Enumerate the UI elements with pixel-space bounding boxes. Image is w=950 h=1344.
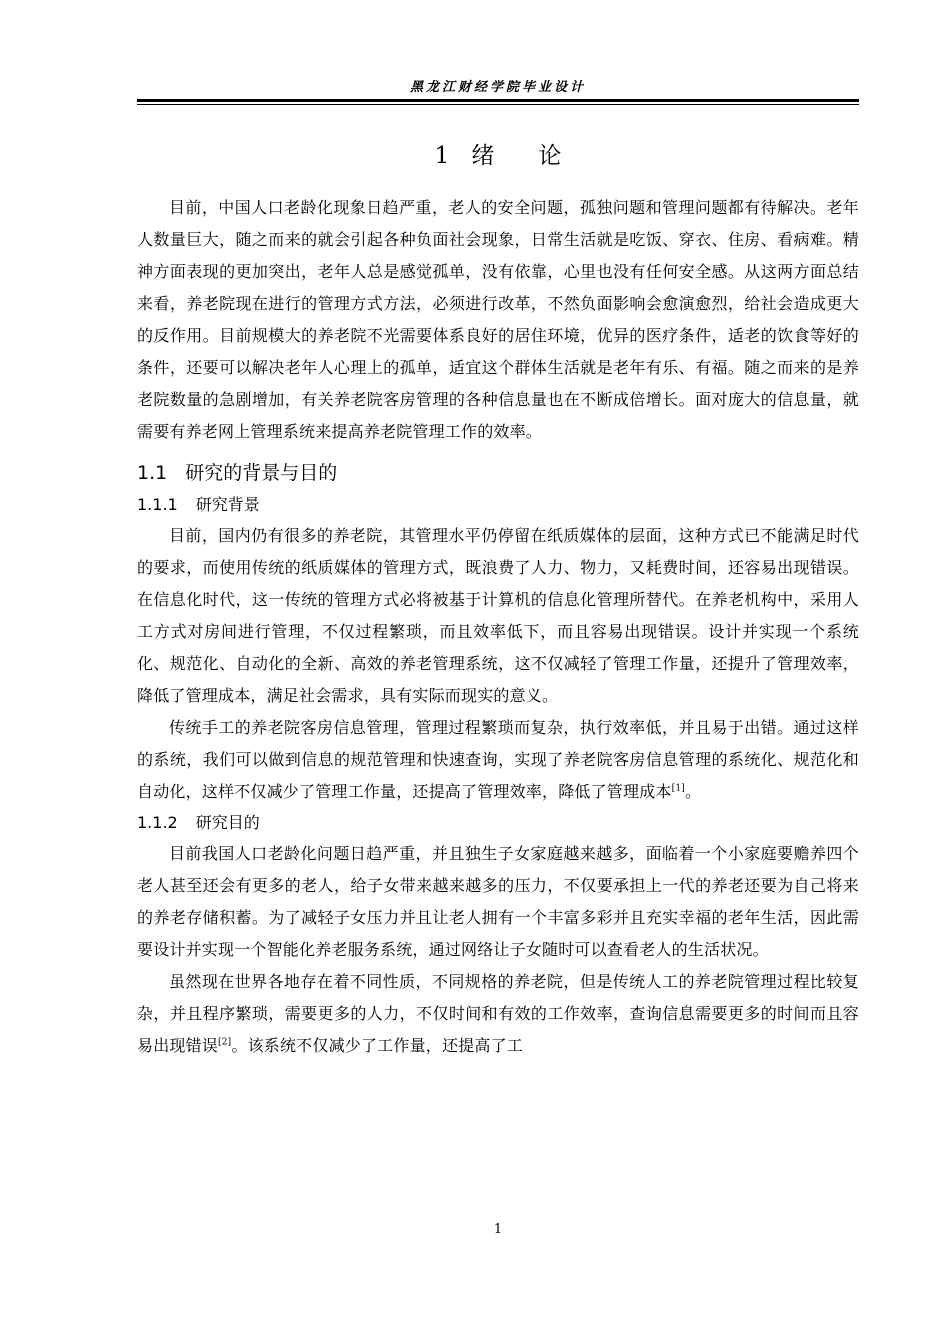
background-paragraph-2 (137, 712, 859, 808)
section-heading-1-1 (137, 456, 859, 490)
purpose-paragraph-1: 目前我国人口老龄化问题日趋严重，并且独生子女家庭越来越多，面临着一个小家庭要赡养四个老人甚至还会有更多的老人，给子女带来越来越多的压力，不仅要承担上一代的养老还要为自己将来的养老存储积蓄。为了减轻子女压力并且让老人拥有一个丰富多彩并且充实幸福的老年生活，因此需要设计并实现一个智能化养老服务系统，通过网络让子女随时可以查看老人的生活状况。 (137, 844, 859, 959)
page-number: 1 (493, 1222, 503, 1237)
section-number: 1.1 (137, 462, 168, 484)
purpose-paragraph-2 (137, 966, 859, 1062)
paragraph-end: 。 (684, 782, 702, 801)
paragraph-text: 虽然现在世界各地存在着不同性质，不同规格的养老院，但是传统人工的养老院管理过程比较复杂，并且程序繁琐，需要更多的人力，不仅时间和有效的工作效率，查询信息需要更多的时间而且容易出现错误 (137, 972, 859, 1055)
paragraph-text: 传统手工的养老院客房信息管理，管理过程繁琐而复杂，执行效率低，并且易于出错。通过这样的系统，我们可以做到信息的规范管理和快速查询，实现了养老院客房信息管理的系统化、规范化和自动化，这样不仅减少了管理工作量，还提高了管理效率，降低了管理成本 (137, 718, 859, 801)
chapter-title-part2: 论 (538, 143, 562, 169)
subsection-title: 研究背景 (195, 495, 260, 514)
background-paragraph-1: 目前，国内仍有很多的养老院，其管理水平仍停留在纸质媒体的层面，这种方式已不能满足时代的要求，而使用传统的纸质媒体的管理方式，既浪费了人力、物力，又耗费时间，还容易出现错误。在信息化时代，这一传统的管理方式必将被基于计算机的信息化管理所替代。在养老机构中，采用人工方式对房间进行管理，不仅过程繁琐，而且效率低下，而且容易出现错误。设计并实现一个系统化、规范化、自动化的全新、高效的养老管理系统，这不仅减轻了管理工作量，还提升了管理效率，降低了管理成本，满足社会需求，具有实际而现实的意义。 (137, 526, 859, 705)
subsection-heading-1-1-2 (137, 808, 859, 838)
chapter-title-part1: 绪 (471, 143, 495, 169)
chapter-number: 1 (434, 143, 450, 169)
subsection-number: 1.1.2 (137, 813, 178, 832)
header-rule-thin (137, 104, 859, 105)
citation-ref-1[interactable]: [1] (671, 783, 685, 794)
intro-paragraph: 目前，中国人口老龄化现象日趋严重，老人的安全问题，孤独问题和管理问题都有待解决。老年人数量巨大，随之而来的就会引起各种负面社会现象，日常生活就是吃饭、穿衣、住房、看病难。精神方面表现的更加突出，老年人总是感觉孤单，没有依靠，心里也没有任何安全感。从这两方面总结来看，养老院现在进行的管理方式方法，必须进行改革，不然负面影响会愈演愈烈，给社会造成更大的反作用。目前规模大的养老院不光需要体系良好的居住环境，优异的医疗条件，适老的饮食等好的条件，还要可以解决老年人心理上的孤单，适宜这个群体生活就是老年有乐、有福。随之而来的是养老院数量的急剧增加，有关养老院客房管理的各种信息量也在不断成倍增长。面对庞大的信息量，就需要有养老网上管理系统来提高养老院管理工作的效率。 (137, 198, 859, 441)
section-title: 研究的背景与目的 (185, 462, 338, 484)
chapter-title (137, 138, 859, 174)
subsection-title: 研究目的 (195, 813, 260, 832)
page-content (137, 138, 859, 1062)
subsection-number: 1.1.1 (137, 495, 178, 514)
subsection-heading-1-1-1 (137, 490, 859, 520)
paragraph-end: 。该系统不仅减少了工作量，还提高了工 (231, 1036, 523, 1055)
running-header: 黑龙江财经学院毕业设计 (409, 80, 586, 95)
citation-ref-2[interactable]: [2] (218, 1037, 232, 1048)
header-rule-thick (137, 99, 859, 102)
